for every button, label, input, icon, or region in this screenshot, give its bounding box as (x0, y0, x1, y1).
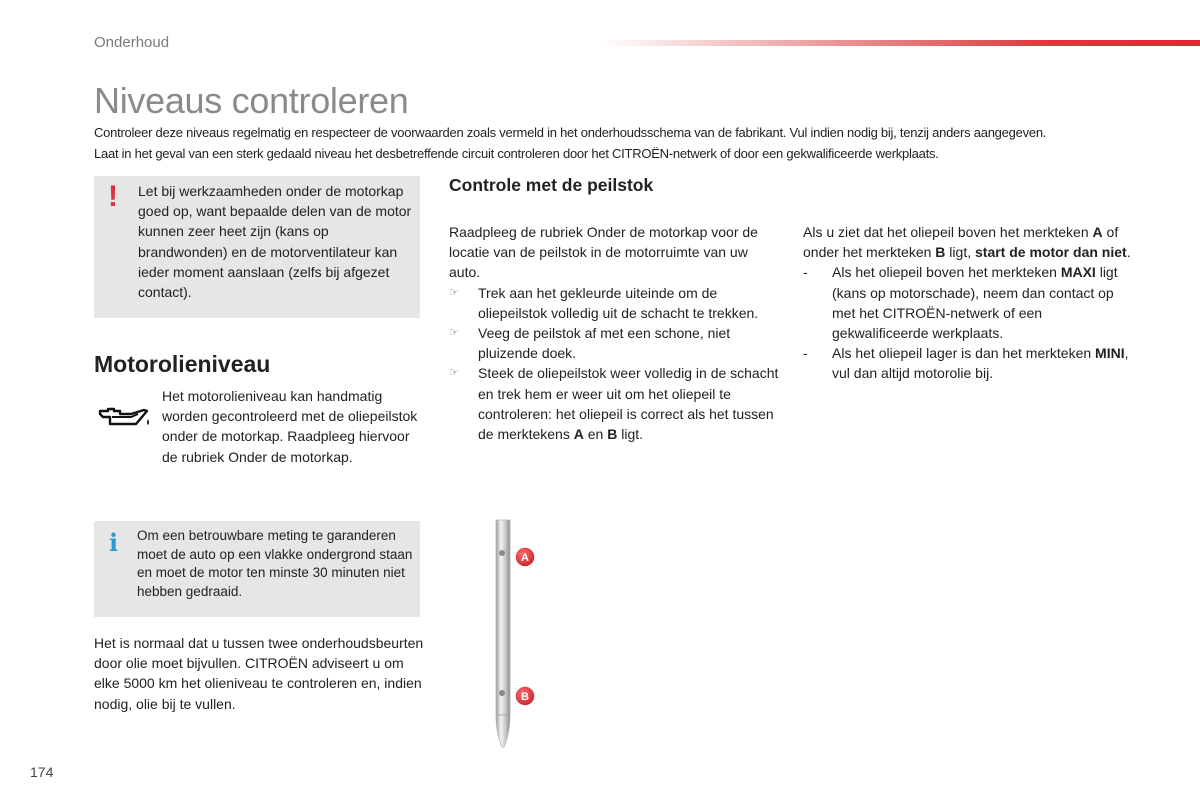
page-title: Niveaus controleren (94, 80, 409, 121)
header-accent-bar (600, 40, 1200, 46)
mini-label: MINI (1095, 345, 1125, 362)
advice-text: of onder het merkteken (803, 224, 1119, 261)
list-item (449, 323, 779, 363)
oil-can-icon (98, 405, 152, 433)
advice-warning: start de motor dan niet (975, 244, 1127, 261)
pointing-hand-icon: ☞ (449, 367, 459, 380)
intro-paragraph (94, 122, 1134, 164)
oil-refill-note: Het is normaal dat u tussen twee onderhoudsbeurten door olie moet bijvullen. CITROËN adviseert u om elke 5000 km het olieniveau te controleren en, indien nodig, olie bij te vullen. (94, 635, 424, 712)
mark-b-label: B (935, 244, 946, 261)
advice-text: , vul dan altijd motorolie bij. (832, 345, 1129, 382)
intro-line-2: Laat in het geval van een sterk gedaald niveau het desbetreffende circuit controleren door het CITROËN-netwerk of door een gekwalificeerde werkplaats. (94, 146, 939, 161)
step-text: ligt. (617, 426, 644, 443)
warning-text: Let bij werkzaamheden onder de motorkap goed op, want bepaalde delen van de motor kunnen zeer heet zijn (kans op brandwonden) en de motorventilateur kan ieder moment aanslaan (zelfs bij afgezet contact). (138, 183, 412, 301)
dipstick-illustration (488, 515, 548, 755)
section-label: Onderhoud (94, 34, 170, 51)
intro-line-1: Controleer deze niveaus regelmatig en respecteer de voorwaarden zoals vermeld in het onderhoudsschema van de fabrikant. Vul indien nodig bij, tenzij anders aangegeven. (94, 125, 1047, 140)
marker-b-label: B (521, 691, 529, 703)
marker-b-badge (515, 686, 535, 706)
mark-a-dot (499, 550, 505, 556)
advice-text: . (1126, 244, 1131, 261)
pointing-hand-icon: ☞ (449, 286, 459, 299)
dipstick-instructions (449, 222, 779, 444)
list-item (449, 363, 779, 444)
list-item (449, 283, 779, 323)
mark-b-label: B (607, 426, 618, 443)
advice-text: ligt, (945, 244, 975, 261)
mark-b-dot (499, 690, 505, 696)
list-item (803, 343, 1133, 383)
advice-text: Als het oliepeil boven het merkteken (832, 264, 1061, 281)
step-text: Trek aan het gekleurde uiteinde om de oliepeilstok volledig uit de schacht te trekken. (478, 284, 759, 321)
info-text: Om een betrouwbare meting te garanderen moet de auto op een vlakke ondergrond staan en moet de motor ten minste 30 minuten niet hebben gedraaid. (137, 528, 413, 599)
maxi-label: MAXI (1060, 264, 1096, 281)
advice-list (803, 262, 1133, 383)
oil-level-advice (803, 222, 1133, 384)
step-text: en (583, 426, 608, 443)
advice-text: Als het oliepeil lager is dan het merkteken (832, 345, 1096, 362)
advice-text: Als u ziet dat het oliepeil boven het merkteken (803, 224, 1093, 240)
mark-a-label: A (573, 426, 584, 443)
dash-marker: - (803, 345, 808, 362)
advice-text: ligt (kans op motorschade), neem dan contact op met het CITROËN-netwerk of een gekwalificeerde werkplaats. (832, 264, 1118, 342)
dipstick-check-heading: Controle met de peilstok (449, 175, 654, 195)
motor-oil-heading: Motorolieniveau (94, 351, 271, 377)
dash-marker: - (803, 264, 808, 281)
page-number: 174 (30, 764, 54, 780)
marker-a-badge (515, 547, 535, 567)
step-text: Steek de oliepeilstok weer volledig in de schacht en trek hem er weer uit om het oliepeil te controleren: het oliepeil is correct als het tussen de merktekens (478, 365, 779, 443)
advice-intro (803, 222, 1133, 262)
motor-oil-text: Het motorolieniveau kan handmatig worden gecontroleerd met de oliepeilstok onder de motorkap. Raadpleeg hiervoor de rubriek Onder de motorkap. (162, 388, 418, 465)
marker-a-label: A (521, 552, 529, 564)
step-text: Veeg de peilstok af met een schone, niet pluizende doek. (478, 325, 731, 362)
info-icon: i (109, 528, 119, 557)
dipstick-intro: Raadpleeg de rubriek Onder de motorkap voor de locatie van de peilstok in de motorruimte van uw auto. (449, 224, 758, 281)
exclamation-icon: ! (108, 180, 118, 213)
mark-a-label: A (1092, 224, 1103, 240)
list-item (803, 262, 1133, 343)
dipstick-steps (449, 283, 779, 445)
pointing-hand-icon: ☞ (449, 327, 459, 340)
